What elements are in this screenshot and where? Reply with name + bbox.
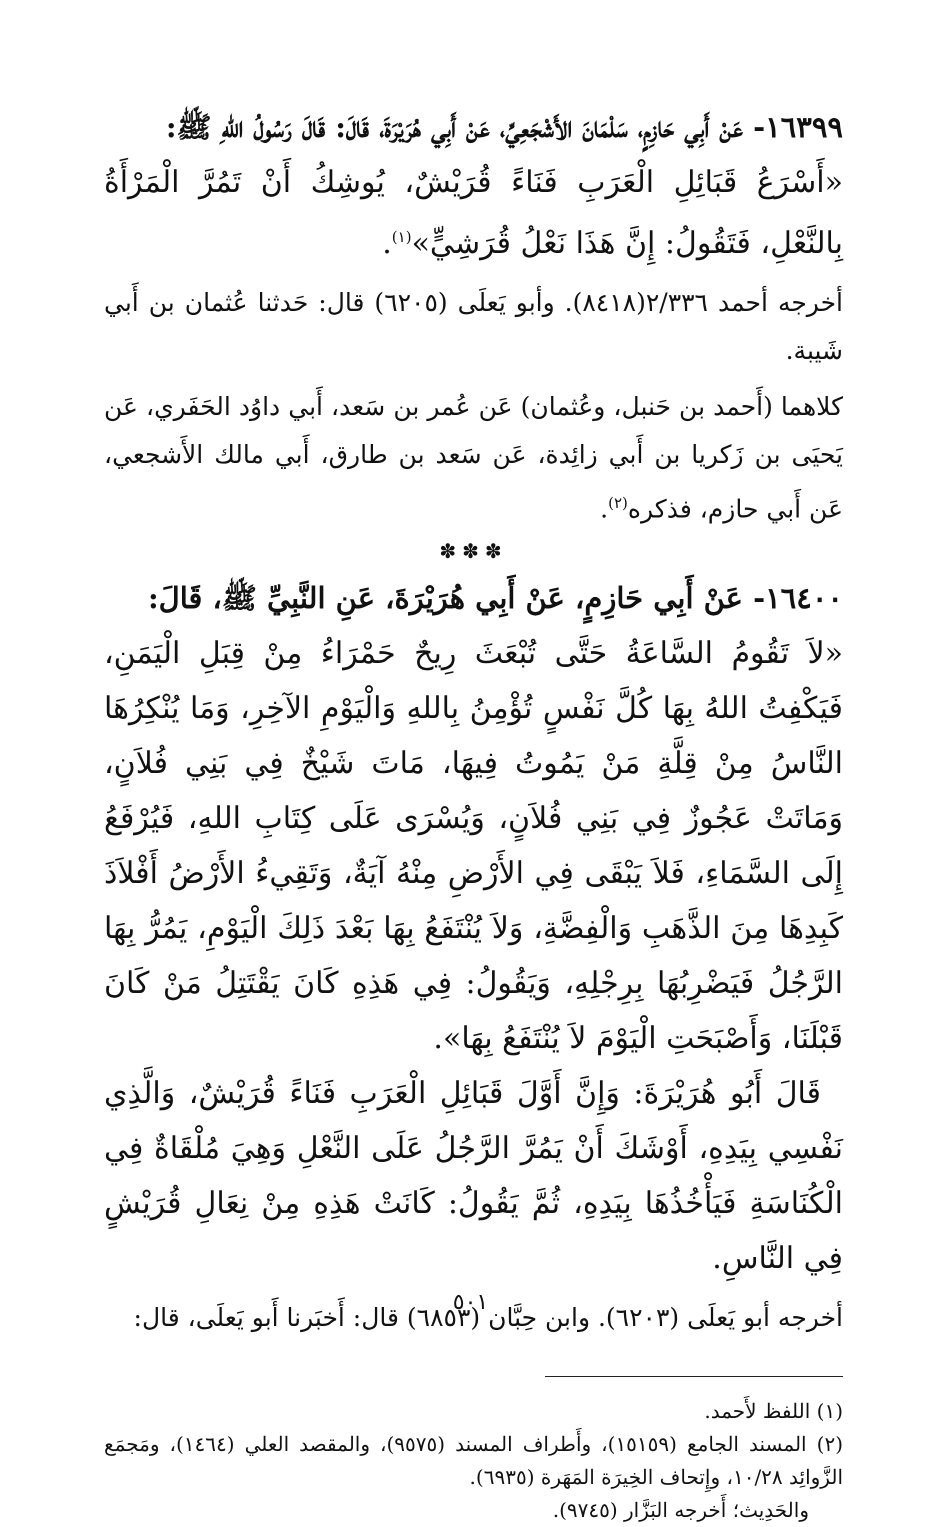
footnotes [104, 1395, 843, 1527]
hadith-2-intro: ١٦٤٠٠- عَنْ أَبِي حَازِمٍ، عَنْ أَبِي هُرَيْرَةَ، عَنِ النَّبِيِّ ﷺ، قَالَ: [147, 581, 843, 616]
footnote-divider [545, 1376, 843, 1377]
hadith-1-takhrij-2: كلاهما (أَحمد بن حَنبل، وعُثمان) عَن عُمر بن سَعد، أَبي داوُد الحَفَري، عَن يَحيَى بن زَكريا بن أَبي زائِدة، عَن سَعد بن طارق، أَبي مالك الأَشجعي، عَن أَبي حازم، فذكره$^{(٢)}$. [104, 392, 843, 524]
footnote-2-continuation: والحَدِيث؛ أَخرجه البَزَّار (٩٧٤٥). [552, 1498, 809, 1523]
hadith-1-takhrij-1: أخرجه أحمد ٢/٣٣٦(٨٤١٨). وأبو يَعلَى (٦٢٠٥) قال: حَدثنا عُثمان بن أَبي شَيبة. [104, 288, 843, 365]
footnote-marker-2: (٢) [608, 494, 628, 512]
footnote-marker-1: (١) [391, 228, 412, 246]
abu-hurayra-statement: قَالَ أَبُو هُرَيْرَةَ: وَإِنَّ أَوَّلَ قَبَائِلِ الْعَرَبِ فَنَاءً قُرَيْشٌ، وَالَّذِي نَفْسِي بِيَدِهِ، أَوْشَكَ أَنْ يَمُرَّ الرَّجُلُ عَلَى النَّعْلِ وَهِيَ مُلْقَاةٌ فِي الْكُنَاسَةِ فَيَأْخُذُهَا بِيَدِهِ، ثُمَّ يَقُولُ: كَانَتْ هَذِهِ مِنْ نِعَالِ قُرَيْشٍ فِي النَّاسِ. [104, 1076, 843, 1277]
page-number: ٥٠١ [452, 1290, 489, 1315]
section-separator: ✽✽✽ [439, 539, 508, 564]
footnote-2: (٢) المسند الجامع (١٥١٥٩)، وأَطراف المسند (٩٥٧٥)، والمقصد العلي (١٤٦٤)، ومَجمَع الزَّوائِد ١٠/٢٨، وإِتحاف الخِيرَة المَهَرة (٦٩٣٥). [104, 1432, 843, 1490]
hadith-1-intro: ١٦٣٩٩- عَنْ أَبِي حَازِمٍ، سَلْمَانَ الأَشْجَعِيِّ، عَنْ أَبِي هُرَيْرَةَ، قَالَ: قَالَ رَسُولُ اللهِ ﷺ: [165, 110, 843, 144]
footnote-1: (١) اللفظ لأَحمد. [704, 1399, 843, 1424]
hadith-2-text: «لاَ تَقُومُ السَّاعَةُ حَتَّى تُبْعَثَ رِيحٌ حَمْرَاءُ مِنْ قِبَلِ الْيَمَنِ، فَيَكْفِتُ اللهُ بِهَا كُلَّ نَفْسٍ تُؤْمِنُ بِاللهِ وَالْيَوْمِ الآخِرِ، وَمَا يُنْكِرُهَا النَّاسُ مِنْ قِلَّةِ مَنْ يَمُوتُ فِيهَا، مَاتَ شَيْخٌ فِي بَنِي فُلاَنٍ، وَمَاتَتْ عَجُوزٌ فِي بَنِي فُلاَنٍ، وَيُسْرَى عَلَى كِتَابِ اللهِ، فَيُرْفَعُ إِلَى السَّمَاءِ، فَلاَ يَبْقَى فِي الأَرْضِ مِنْهُ آيَةٌ، وَتَقِيءُ الأَرْضُ أَفْلاَذَ كَبِدِهَا مِنَ الذَّهَبِ وَالْفِضَّةِ، وَلاَ يُنْتَفَعُ بِهَا بَعْدَ ذَلِكَ الْيَوْمِ، يَمُرُّ بِهَا الرَّجُلُ فَيَضْرِبُهَا بِرِجْلِهِ، وَيَقُولُ: فِي هَذِهِ كَانَ يَقْتَتِلُ مَنْ كَانَ قَبْلَنَا، وَأَصْبَحَتِ الْيَوْمَ لاَ يُنْتَفَعُ بِهَا». [104, 636, 843, 1057]
hadith-1-text: «أَسْرَعُ قَبَائِلِ الْعَرَبِ فَنَاءً قُرَيْشٌ، يُوشِكُ أَنْ تَمُرَّ الْمَرْأَةُ بِالنَّعْلِ، فَتَقُولُ: إِنَّ هَذَا نَعْلُ قُرَشِيٍّ»$^{(١)}$. [104, 165, 843, 261]
hadith-2-takhrij: أخرجه أبو يَعلَى (٦٢٠٣). وابن حِبَّان (٦٨٥٣) قال: أَخبَرنا أَبو يَعلَى، قال: [133, 1303, 843, 1333]
